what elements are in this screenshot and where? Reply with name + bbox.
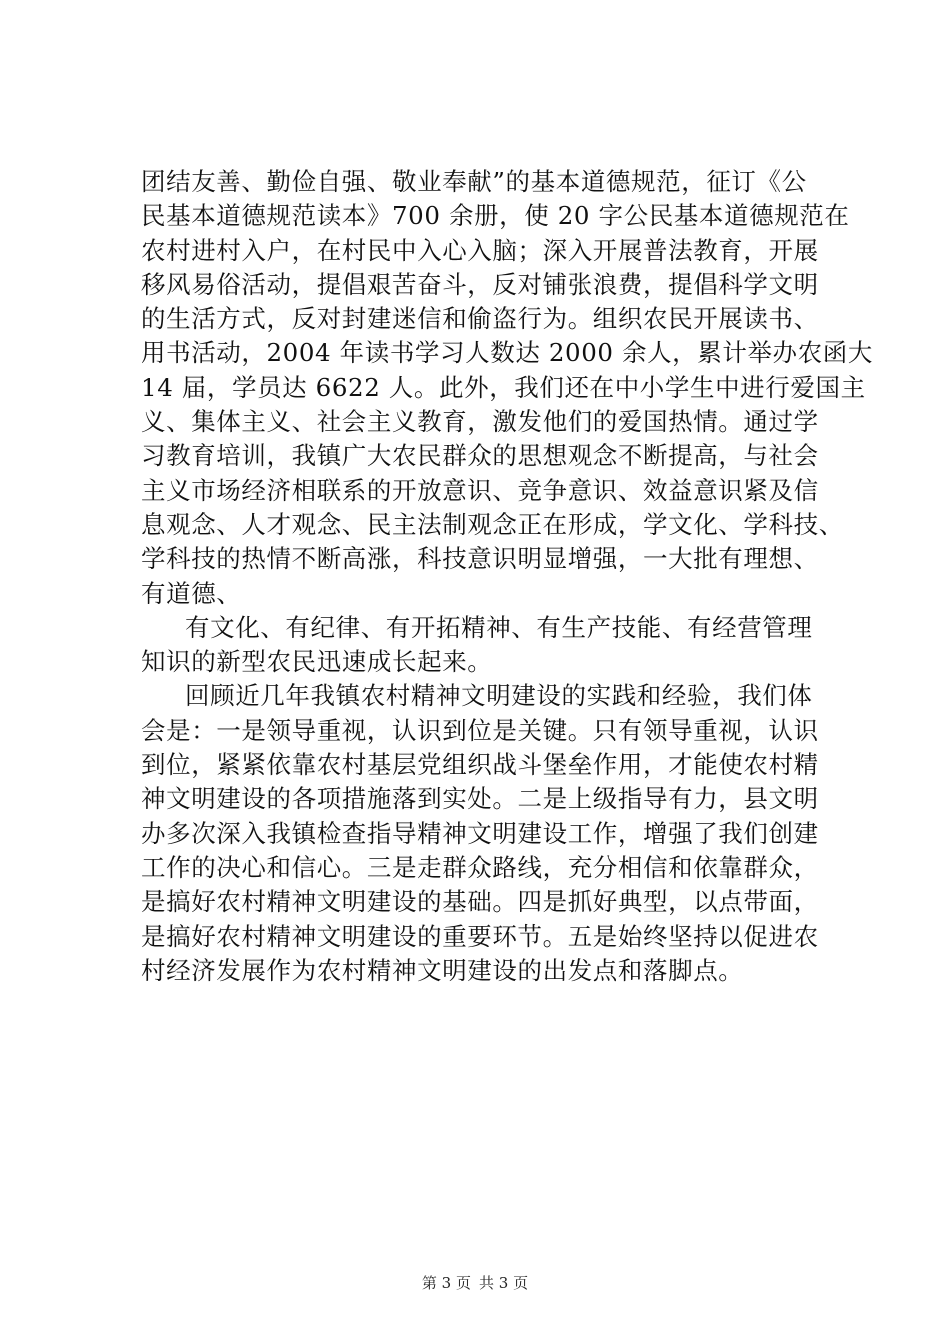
text-line: 民基本道德规范读本》700 余册，使 20 字公民基本道德规范在 xyxy=(141,201,850,231)
text-line: 办多次深入我镇检查指导精神文明建设工作，增强了我们创建 xyxy=(141,818,819,848)
page-footer xyxy=(0,1273,950,1293)
body-text xyxy=(141,165,873,988)
text-line: 会是：一是领导重视，认识到位是关键。只有领导重视，认识 xyxy=(141,715,819,745)
text-line: 有道德、 xyxy=(141,578,242,608)
text-line: 村经济发展作为农村精神文明建设的出发点和落脚点。 xyxy=(141,955,744,985)
paragraph-start-line: 有文化、有纪律、有开拓精神、有生产技能、有经营管理 xyxy=(185,612,813,642)
text-line: 的生活方式，反对封建迷信和偷盗行为。组织农民开展读书、 xyxy=(141,304,819,334)
text-line: 义、集体主义、社会主义教育，激发他们的爱国热情。通过学 xyxy=(141,407,819,437)
text-line: 神文明建设的各项措施落到实处。二是上级指导有力，县文明 xyxy=(141,784,819,814)
text-line: 农村进村入户，在村民中入心入脑；深入开展普法教育，开展 xyxy=(141,235,819,265)
text-line: 用书活动，2004 年读书学习人数达 2000 余人，累计举办农函大 xyxy=(141,338,873,368)
text-line: 是搞好农村精神文明建设的基础。四是抓好典型，以点带面， xyxy=(141,887,819,917)
paragraph-start-line: 回顾近几年我镇农村精神文明建设的实践和经验，我们体 xyxy=(185,681,813,711)
page-number: 第 3 页 xyxy=(421,1274,471,1292)
text-line: 14 届，学员达 6622 人。此外，我们还在中小学生中进行爱国主 xyxy=(141,372,866,402)
text-line: 到位，紧紧依靠农村基层党组织战斗堡垒作用，才能使农村精 xyxy=(141,750,819,780)
text-line: 是搞好农村精神文明建设的重要环节。五是始终坚持以促进农 xyxy=(141,921,819,951)
text-line: 移风易俗活动，提倡艰苦奋斗，反对铺张浪费，提倡科学文明 xyxy=(141,269,819,299)
text-line: 团结友善、勤俭自强、敬业奉献”的基本道德规范，征订《公 xyxy=(141,167,807,196)
text-line: 知识的新型农民迅速成长起来。 xyxy=(141,647,493,677)
text-line: 主义市场经济相联系的开放意识、竞争意识、效益意识紧及信 xyxy=(141,475,819,505)
text-line: 工作的决心和信心。三是走群众路线，充分相信和依靠群众， xyxy=(141,852,819,882)
text-line: 息观念、人才观念、民主法制观念正在形成，学文化、学科技、 xyxy=(141,509,844,539)
page-total: 共 3 页 xyxy=(479,1274,529,1292)
text-line: 习教育培训，我镇广大农民群众的思想观念不断提高，与社会 xyxy=(141,441,819,471)
text-line: 学科技的热情不断高涨，科技意识明显增强，一大批有理想、 xyxy=(141,544,819,574)
